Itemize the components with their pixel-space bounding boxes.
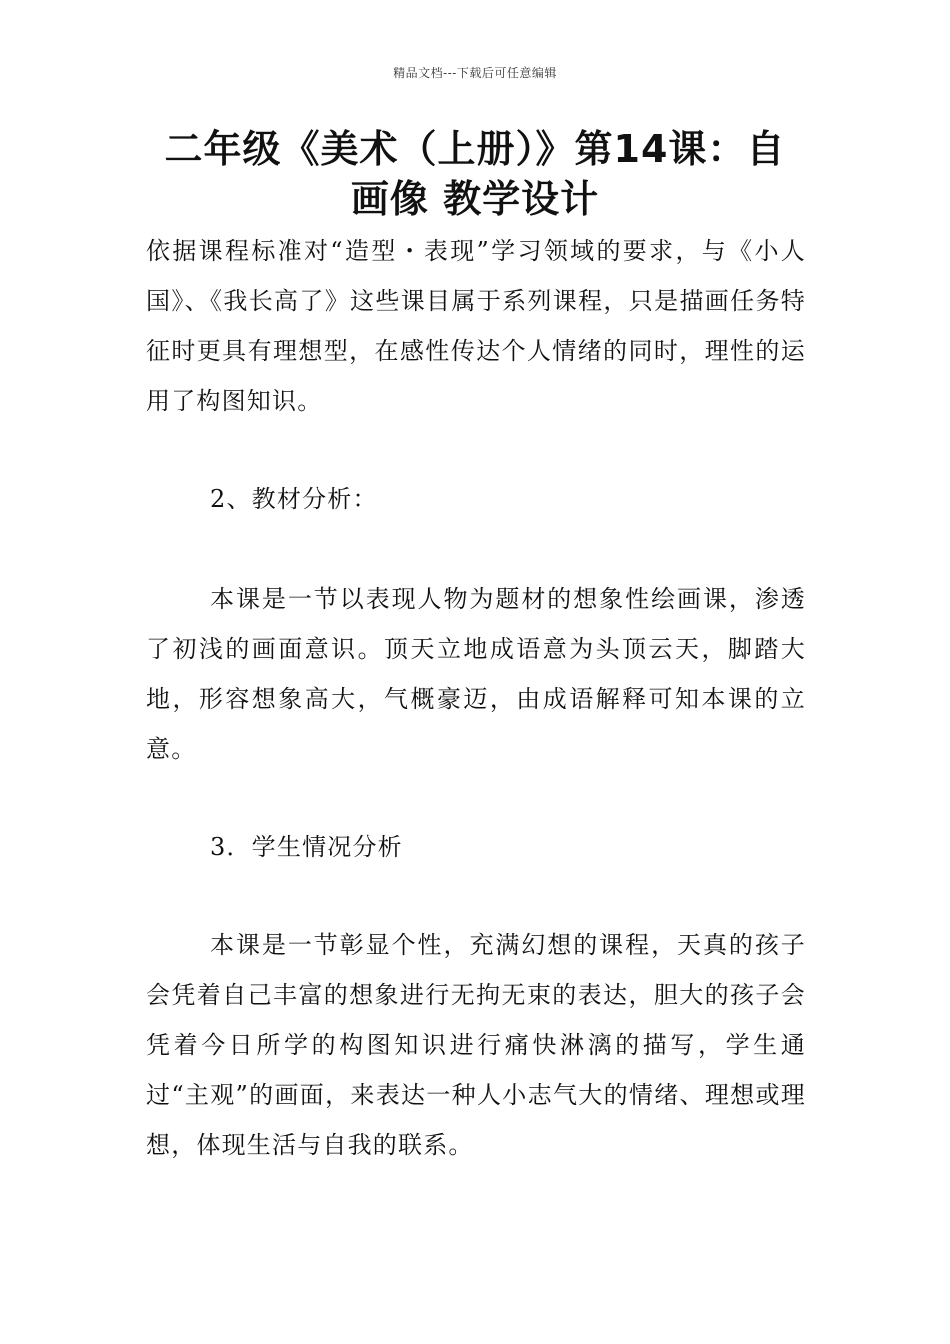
section-heading-material-analysis: 2、教材分析： — [210, 485, 378, 513]
intro-paragraph: 依据课程标准对“造型・表现”学习领域的要求，与《小人国》、《我长高了》这些课目属于系列课程，只是描画任务特征时更具有理想型，在感性传达个人情绪的同时，理性的运用了构图知识。 — [146, 237, 806, 415]
material-analysis-paragraph: 本课是一节以表现人物为题材的想象性绘画课，渗透了初浅的画面意识。顶天立地成语意为头顶云天，脚踏大地，形容想象高大，气概豪迈，由成语解释可知本课的立意。 — [146, 585, 806, 763]
student-analysis-paragraph: 本课是一节彰显个性，充满幻想的课程，天真的孩子会凭着自己丰富的想象进行无拘无束的表达，胆大的孩子会凭着今日所学的构图知识进行痛快淋漓的描写，学生通过“主观”的画面，来表达一种人小志气大的情绪、理想或理想，体现生活与自我的联系。 — [146, 931, 806, 1159]
header-note: 精品文档---下载后可任意编辑 — [393, 66, 557, 80]
page-title: 二年级《美术（上册）》第14课：自画像 教学设计 — [164, 127, 786, 221]
section-heading-student-analysis: 3．学生情况分析 — [210, 833, 403, 861]
